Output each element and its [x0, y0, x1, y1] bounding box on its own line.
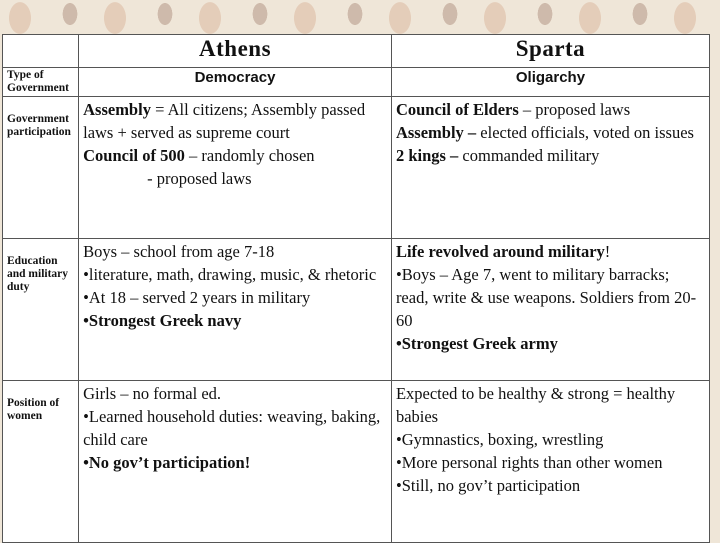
- athens-no-participation: •No gov’t participation!: [83, 453, 251, 472]
- sparta-personal-rights: •More personal rights than other women: [395, 453, 663, 472]
- sparta-council-text: Council of Elders – proposed laws: [395, 100, 631, 119]
- sparta-header: Sparta: [391, 35, 709, 68]
- sparta-kings-text: 2 kings – commanded military: [395, 146, 600, 165]
- sparta-sports: •Gymnastics, boxing, wrestling: [395, 430, 604, 449]
- women-label: Position of women: [3, 381, 79, 543]
- header-row: [3, 35, 710, 68]
- athens-education-cell: [79, 239, 392, 381]
- sparta-government-type: Oligarchy: [391, 68, 709, 97]
- sparta-women-cell: [391, 381, 709, 543]
- government-type-row: [3, 68, 710, 97]
- athens-household-duties: •Learned household duties: weaving, baking, child care: [83, 407, 381, 449]
- athens-sparta-comparison-table: [2, 34, 710, 543]
- education-row: [3, 239, 710, 381]
- participation-label: Government participation: [3, 97, 79, 239]
- athens-women-cell: [79, 381, 392, 543]
- sparta-education-cell: [391, 239, 709, 381]
- sparta-healthy-expectation: Expected to be healthy & strong = healthy babies: [395, 384, 676, 426]
- athens-military-service: •At 18 – served 2 years in military: [83, 288, 311, 307]
- sparta-participation-cell: [391, 97, 709, 239]
- sparta-boys-barracks: •Boys – Age 7, went to military barracks; read, write & use weapons. Soldiers from 20-60: [395, 265, 697, 330]
- sparta-no-participation: •Still, no gov’t participation: [395, 476, 581, 495]
- athens-header: Athens: [79, 35, 392, 68]
- athens-boys-school: Boys – school from age 7-18: [83, 242, 275, 261]
- education-label: Education and military duty: [3, 239, 79, 381]
- athens-assembly-text: Assembly = All citizens; Assembly passed laws + served as supreme court: [83, 100, 366, 142]
- athens-subjects: •literature, math, drawing, music, & rhetoric: [83, 265, 377, 284]
- sparta-army: •Strongest Greek army: [395, 334, 558, 353]
- sparta-assembly-text: Assembly – elected officials, voted on issues: [395, 123, 694, 142]
- participation-row: [3, 97, 710, 239]
- government-type-label: Type of Government: [3, 68, 79, 97]
- athens-participation-cell: [79, 97, 392, 239]
- athens-council-role: - proposed laws: [147, 169, 252, 188]
- women-row: [3, 381, 710, 543]
- athens-government-type: Democracy: [79, 68, 392, 97]
- athens-council-text: Council of 500 – randomly chosen: [83, 146, 315, 165]
- athens-navy: •Strongest Greek navy: [83, 311, 242, 330]
- corner-cell: [3, 35, 79, 68]
- athens-girls-education: Girls – no formal ed.: [83, 384, 222, 403]
- sparta-military-life: Life revolved around military!: [395, 242, 611, 261]
